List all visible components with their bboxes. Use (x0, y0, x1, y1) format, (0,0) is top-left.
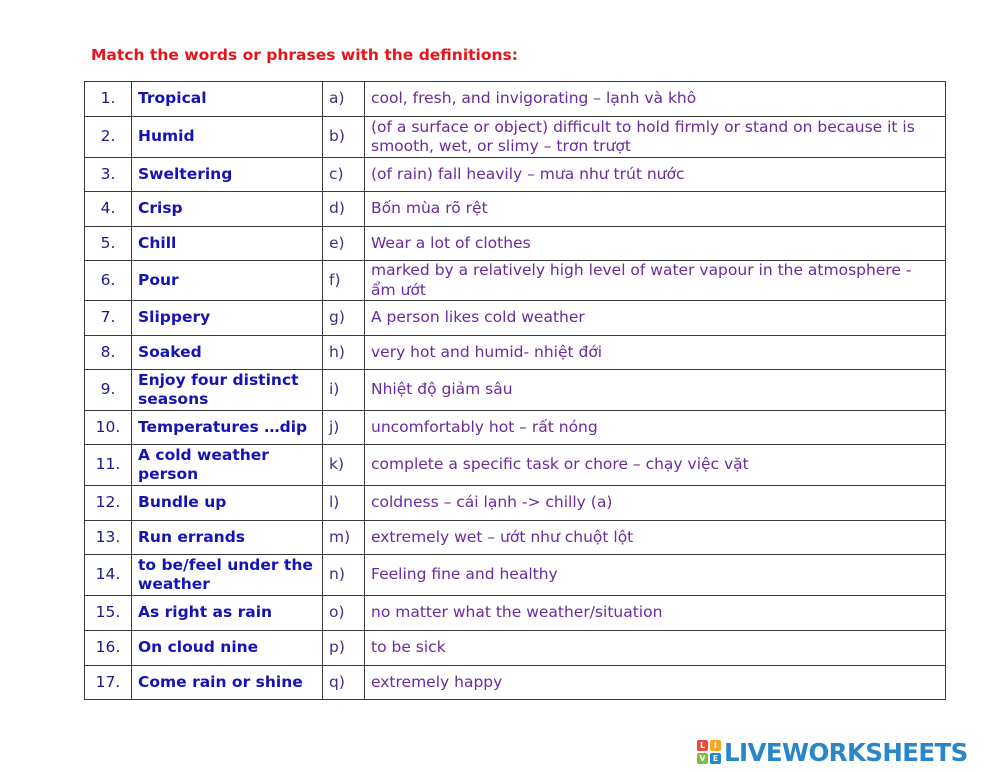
definition-cell: cool, fresh, and invigorating – lạnh và khô (365, 82, 946, 117)
logo-mark-icon (697, 740, 721, 764)
table-row (85, 192, 946, 227)
definition-letter: e) (323, 227, 365, 261)
item-number: 7. (85, 301, 132, 336)
logo-square: I (710, 740, 721, 751)
definition-letter: c) (323, 158, 365, 192)
definition-letter: m) (323, 521, 365, 555)
table-row (85, 117, 946, 158)
definition-cell: no matter what the weather/situation (365, 596, 946, 631)
definition-letter: f) (323, 261, 365, 301)
item-number: 2. (85, 117, 132, 158)
term-cell: Crisp (132, 192, 323, 227)
definition-letter: j) (323, 411, 365, 445)
item-number: 16. (85, 631, 132, 666)
definition-cell: very hot and humid- nhiệt đới (365, 336, 946, 370)
definition-letter: g) (323, 301, 365, 336)
definition-cell: (of rain) fall heavily – mưa như trút nước (365, 158, 946, 192)
definition-cell: Bốn mùa rõ rệt (365, 192, 946, 227)
item-number: 6. (85, 261, 132, 301)
worksheet-instruction: Match the words or phrases with the definitions: (91, 46, 518, 64)
table-row (85, 411, 946, 445)
term-cell: Chill (132, 227, 323, 261)
term-cell: Run errands (132, 521, 323, 555)
table-row (85, 370, 946, 411)
definition-cell: A person likes cold weather (365, 301, 946, 336)
term-cell: Slippery (132, 301, 323, 336)
definition-letter: p) (323, 631, 365, 666)
table-row (85, 555, 946, 596)
definition-cell: to be sick (365, 631, 946, 666)
term-cell: On cloud nine (132, 631, 323, 666)
definition-cell: marked by a relatively high level of water vapour in the atmosphere - ẩm ướt (365, 261, 946, 301)
item-number: 4. (85, 192, 132, 227)
definition-cell: (of a surface or object) difficult to hold firmly or stand on because it is smooth, wet, or slimy – trơn trượt (365, 117, 946, 158)
definition-letter: l) (323, 486, 365, 521)
logo-square: L (697, 740, 708, 751)
item-number: 8. (85, 336, 132, 370)
definition-cell: Wear a lot of clothes (365, 227, 946, 261)
definition-letter: q) (323, 666, 365, 700)
term-cell: Enjoy four distinct seasons (132, 370, 323, 411)
item-number: 5. (85, 227, 132, 261)
item-number: 13. (85, 521, 132, 555)
term-cell: Bundle up (132, 486, 323, 521)
term-cell: As right as rain (132, 596, 323, 631)
definition-cell: Feeling fine and healthy (365, 555, 946, 596)
item-number: 10. (85, 411, 132, 445)
table-row (85, 82, 946, 117)
table-row (85, 666, 946, 700)
definition-letter: a) (323, 82, 365, 117)
item-number: 3. (85, 158, 132, 192)
table-row (85, 521, 946, 555)
definition-cell: coldness – cái lạnh -> chilly (a) (365, 486, 946, 521)
definition-letter: k) (323, 445, 365, 486)
item-number: 1. (85, 82, 132, 117)
definition-cell: uncomfortably hot – rất nóng (365, 411, 946, 445)
term-cell: Humid (132, 117, 323, 158)
term-cell: Temperatures …dip (132, 411, 323, 445)
term-cell: Tropical (132, 82, 323, 117)
brand-name: LIVEWORKSHEETS (724, 737, 968, 767)
definition-cell: complete a specific task or chore – chạy việc vặt (365, 445, 946, 486)
term-cell: Soaked (132, 336, 323, 370)
table-row (85, 301, 946, 336)
definition-letter: n) (323, 555, 365, 596)
item-number: 12. (85, 486, 132, 521)
matching-table (84, 81, 946, 700)
definition-letter: b) (323, 117, 365, 158)
definition-cell: extremely happy (365, 666, 946, 700)
term-cell: to be/feel under the weather (132, 555, 323, 596)
item-number: 14. (85, 555, 132, 596)
definition-cell: Nhiệt độ giảm sâu (365, 370, 946, 411)
term-cell: Come rain or shine (132, 666, 323, 700)
definition-letter: h) (323, 336, 365, 370)
table-row (85, 158, 946, 192)
term-cell: Sweltering (132, 158, 323, 192)
table-row (85, 227, 946, 261)
liveworksheets-logo (697, 738, 968, 766)
table-row (85, 596, 946, 631)
definition-letter: d) (323, 192, 365, 227)
table-row (85, 631, 946, 666)
definition-letter: o) (323, 596, 365, 631)
table-row (85, 486, 946, 521)
logo-square: E (710, 753, 721, 764)
item-number: 15. (85, 596, 132, 631)
item-number: 17. (85, 666, 132, 700)
term-cell: Pour (132, 261, 323, 301)
table-row (85, 336, 946, 370)
table-row (85, 261, 946, 301)
definition-cell: extremely wet – ướt như chuột lột (365, 521, 946, 555)
item-number: 9. (85, 370, 132, 411)
logo-square: V (697, 753, 708, 764)
table-row (85, 445, 946, 486)
term-cell: A cold weather person (132, 445, 323, 486)
definition-letter: i) (323, 370, 365, 411)
item-number: 11. (85, 445, 132, 486)
